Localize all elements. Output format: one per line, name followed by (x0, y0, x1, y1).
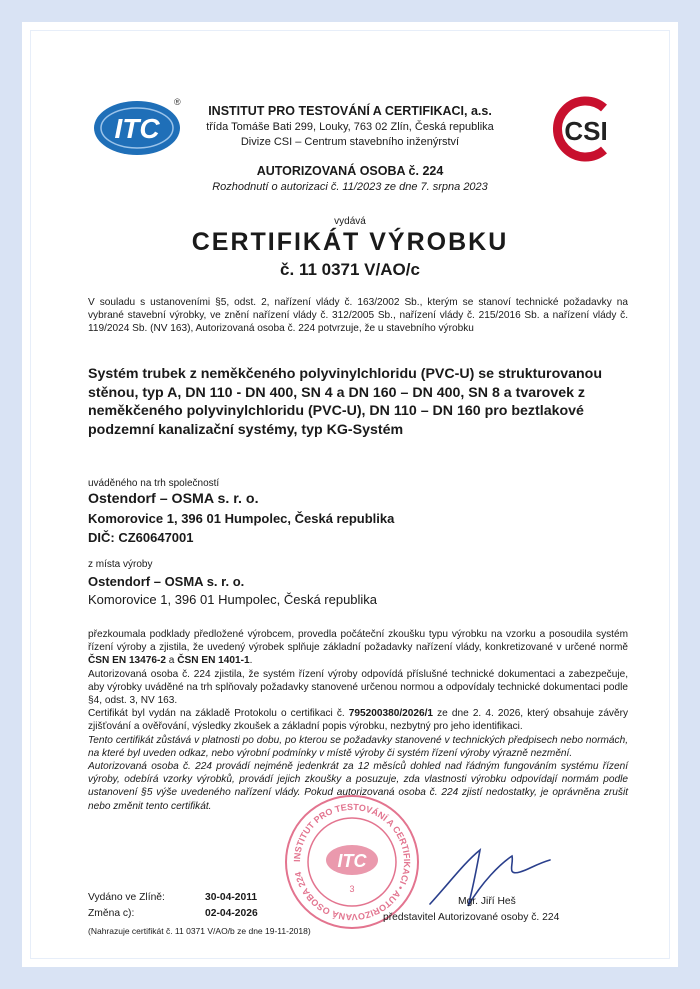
authorization-decision: Rozhodnutí o autorizaci č. 11/2023 ze dne 7. srpna 2023 (212, 181, 488, 193)
certificate-title: CERTIFIKÁT VÝROBKU (191, 228, 509, 256)
protocol-text: Certifikát byl vydán na základě Protokolu o certifikaci č. (88, 708, 349, 720)
place-company-name: Ostendorf – OSMA s. r. o. (88, 574, 245, 589)
itc-logo-text: ITC (114, 113, 160, 144)
validity-paragraph: Tento certifikát zůstává v platnosti po dobu, po kterou se požadavky stanovené v technických předpisech nebo normách, na které byl uveden odkaz, nebo výrobní podmínky v místě výroby či systém řízení výroby výrazně nezmění. (88, 734, 628, 759)
changed-date: 02-04-2026 (205, 908, 258, 919)
standard-1: ČSN EN 13476-2 (88, 655, 166, 667)
issues-label: vydává (334, 216, 366, 227)
market-company-dic: DIČ: CZ60647001 (88, 530, 194, 545)
findings-text: přezkoumala podklady předložené výrobcem, provedla počáteční zkoušku typu výrobku na vzorku a posoudila systém řízení výroby a zjistila, že uvedený výrobek splňuje základní požadavky nařízení vlády, konkretizované v určené normě (88, 629, 628, 654)
market-company-name: Ostendorf – OSMA s. r. o. (88, 491, 259, 507)
standard-2: ČSN EN 1401-1 (177, 655, 250, 667)
product-description: Systém trubek z neměkčeného polyvinylchloridu (PVC-U) se strukturovanou stěnou, typ A, DN 110 - DN 400, SN 4 a DN 160 – DN 400, SN 8 a tvarovek z neměkčeného polyvinylchloridu (PVC-U), DN 110 – DN 160 pro beztlakové podzemní kanalizační systémy, typ KG-Systém (88, 366, 603, 438)
organization-address: třída Tomáše Bati 299, Louky, 763 02 Zlín, Česká republika (206, 121, 494, 133)
findings-block (88, 628, 628, 813)
organization-name: INSTITUT PRO TESTOVÁNÍ A CERTIFIKACI, a.s. (208, 104, 492, 118)
stamp-ring-text: INSTITUT PRO TESTOVÁNÍ A CERTIFIKACI • AUTORIZOVANÁ OSOBA 224 (291, 801, 413, 923)
issued-date: 30-04-2011 (205, 892, 258, 903)
changed-label: Změna c): (88, 908, 135, 919)
csi-logo (546, 94, 616, 164)
stamp-center-text: ITC (337, 851, 367, 871)
market-label: uváděného na trh společností (88, 478, 220, 489)
certificate-number: č. 11 0371 V/AO/c (280, 260, 420, 279)
place-label: z místa výroby (88, 559, 153, 570)
intro-paragraph: V souladu s ustanoveními §5, odst. 2, nařízení vlády č. 163/2002 Sb., kterým se stanoví technické požadavky na vybrané stavební výrobky, ve znění nařízení vlády č. 312/2005 Sb., nařízení vlády č. 215/2016 Sb. a nařízení vlády č. 119/2024 Sb. (NV 163), Autorizovaná osoba č. 224 potvrzuje, že u stavebního výrobku (88, 297, 628, 335)
signatory-role: představitel Autorizované osoby č. 224 (383, 912, 560, 923)
registered-mark: ® (174, 97, 181, 107)
protocol-number: 795200380/2026/1 (348, 708, 433, 720)
official-stamp (282, 792, 422, 932)
findings-paragraph-2: Autorizovaná osoba č. 224 zjistila, že systém řízení výroby odpovídá příslušné technické dokumentaci a zabezpečuje, aby výrobky uváděné na trh splňovaly požadavky stanovené určenou normou a odpovídaly technické dokumentaci podle §4, odst. 3, NV 163. (88, 668, 628, 707)
replaces-note: (Nahrazuje certifikát č. 11 0371 V/AO/b ze dne 19-11-2018) (88, 926, 311, 936)
findings-paragraph-1 (88, 628, 628, 668)
authorized-body: AUTORIZOVANÁ OSOBA č. 224 (256, 164, 444, 178)
surveillance-paragraph: Autorizovaná osoba č. 224 provádí nejméně jedenkrát za 12 měsíců dohled nad řádným fungováním systému řízení výroby, odebírá vzorky výrobků, provádí jejich zkoušky a posuzuje, zda vlastnosti výrobku odpovídají normám podle ustanovení §5 výše uvedeného nařízení vlády. Pokud autorizovaná osoba č. 224 zjistí nedostatky, je oprávněna zrušit nebo změnit tento certifikát. (88, 761, 628, 812)
stamp-number: 3 (349, 884, 355, 894)
findings-paragraph-3 (88, 707, 628, 733)
signatory-name: Mgr. Jiří Heš (458, 896, 516, 907)
and-text: a (166, 655, 178, 667)
issued-label: Vydáno ve Zlíně: (88, 892, 165, 903)
organization-division: Divize CSI – Centrum stavebního inženýrství (240, 136, 460, 148)
csi-logo-text: CSI (564, 116, 608, 146)
period-text: . (249, 655, 253, 667)
market-company-address: Komorovice 1, 396 01 Humpolec, Česká republika (88, 511, 395, 526)
place-company-address: Komorovice 1, 396 01 Humpolec, Česká republika (88, 592, 378, 607)
protocol-text-end: ze dne 2. 4. 2026, který obsahuje závěry zjišťování a ověřování, výsledky zkoušek a základní popis výrobku, nezbytný pro jeho identifikaci. (88, 708, 629, 733)
